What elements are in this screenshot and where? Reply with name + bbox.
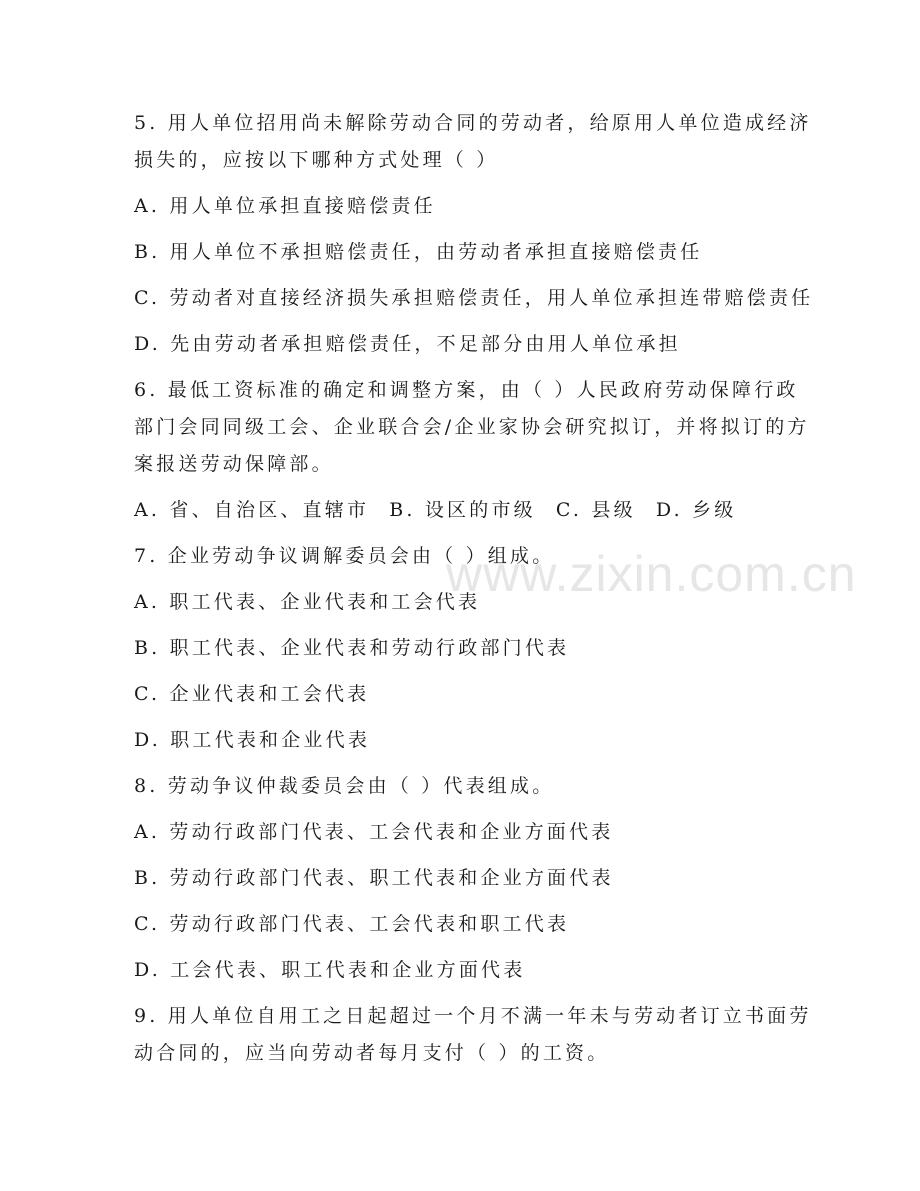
question-6-option-d: D. 乡级 — [655, 499, 737, 521]
question-8-option-a: A. 劳动行政部门代表、工会代表和企业方面代表 — [134, 821, 614, 843]
question-6-option-a: A. 省、自治区、直辖市 — [134, 499, 370, 521]
question-6-options — [134, 492, 784, 529]
question-5-option-d: D. 先由劳动者承担赔偿责任，不足部分由用人单位承担 — [134, 333, 681, 355]
question-8-option-d: D. 工会代表、职工代表和企业方面代表 — [134, 959, 526, 981]
question-5-option-a: A. 用人单位承担直接赔偿责任 — [134, 195, 436, 217]
question-7-option-b: B. 职工代表、企业代表和劳动行政部门代表 — [134, 637, 570, 659]
question-7-option-a: A. 职工代表、企业代表和工会代表 — [134, 591, 481, 613]
question-6-line-1: 6. 最低工资标准的确定和调整方案，由（ ）人民政府劳动保障行政 — [134, 379, 799, 401]
question-5-option-c: C. 劳动者对直接经济损失承担赔偿责任，用人单位承担连带赔偿责任 — [134, 287, 814, 309]
question-5 — [134, 105, 814, 363]
question-9-line-2: 动合同的，应当向劳动者每月支付（ ）的工资。 — [134, 1042, 610, 1064]
question-6 — [134, 372, 810, 529]
question-9-line-1: 9. 用人单位自用工之日起超过一个月不满一年未与劳动者订立书面劳 — [134, 1005, 812, 1027]
question-7-option-d: D. 职工代表和企业代表 — [134, 729, 371, 751]
question-5-line-2: 损失的，应按以下哪种方式处理（ ） — [134, 149, 499, 171]
question-7-option-c: C. 企业代表和工会代表 — [134, 683, 370, 705]
question-6-line-3: 案报送劳动保障部。 — [134, 453, 334, 475]
question-8-option-b: B. 劳动行政部门代表、职工代表和企业方面代表 — [134, 867, 614, 889]
question-5-option-b: B. 用人单位不承担赔偿责任，由劳动者承担直接赔偿责任 — [134, 241, 703, 263]
watermark: www.zixin.com.cn — [446, 546, 857, 602]
question-8-line-1: 8. 劳动争议仲裁委员会由（ ）代表组成。 — [134, 775, 555, 797]
question-9 — [134, 998, 812, 1072]
document-content — [134, 105, 814, 1072]
question-8-option-c: C. 劳动行政部门代表、工会代表和职工代表 — [134, 913, 570, 935]
question-7 — [134, 538, 784, 759]
question-5-line-1: 5. 用人单位招用尚未解除劳动合同的劳动者，给原用人单位造成经济 — [134, 112, 812, 134]
question-6-line-2: 部门会同同级工会、企业联合会/企业家协会研究拟订，并将拟订的方 — [134, 416, 810, 438]
question-6-option-c: C. 县级 — [555, 499, 636, 521]
question-8 — [134, 768, 784, 989]
question-6-option-b: B. 设区的市级 — [389, 499, 536, 521]
question-7-line-1: 7. 企业劳动争议调解委员会由（ ）组成。 — [134, 545, 555, 567]
